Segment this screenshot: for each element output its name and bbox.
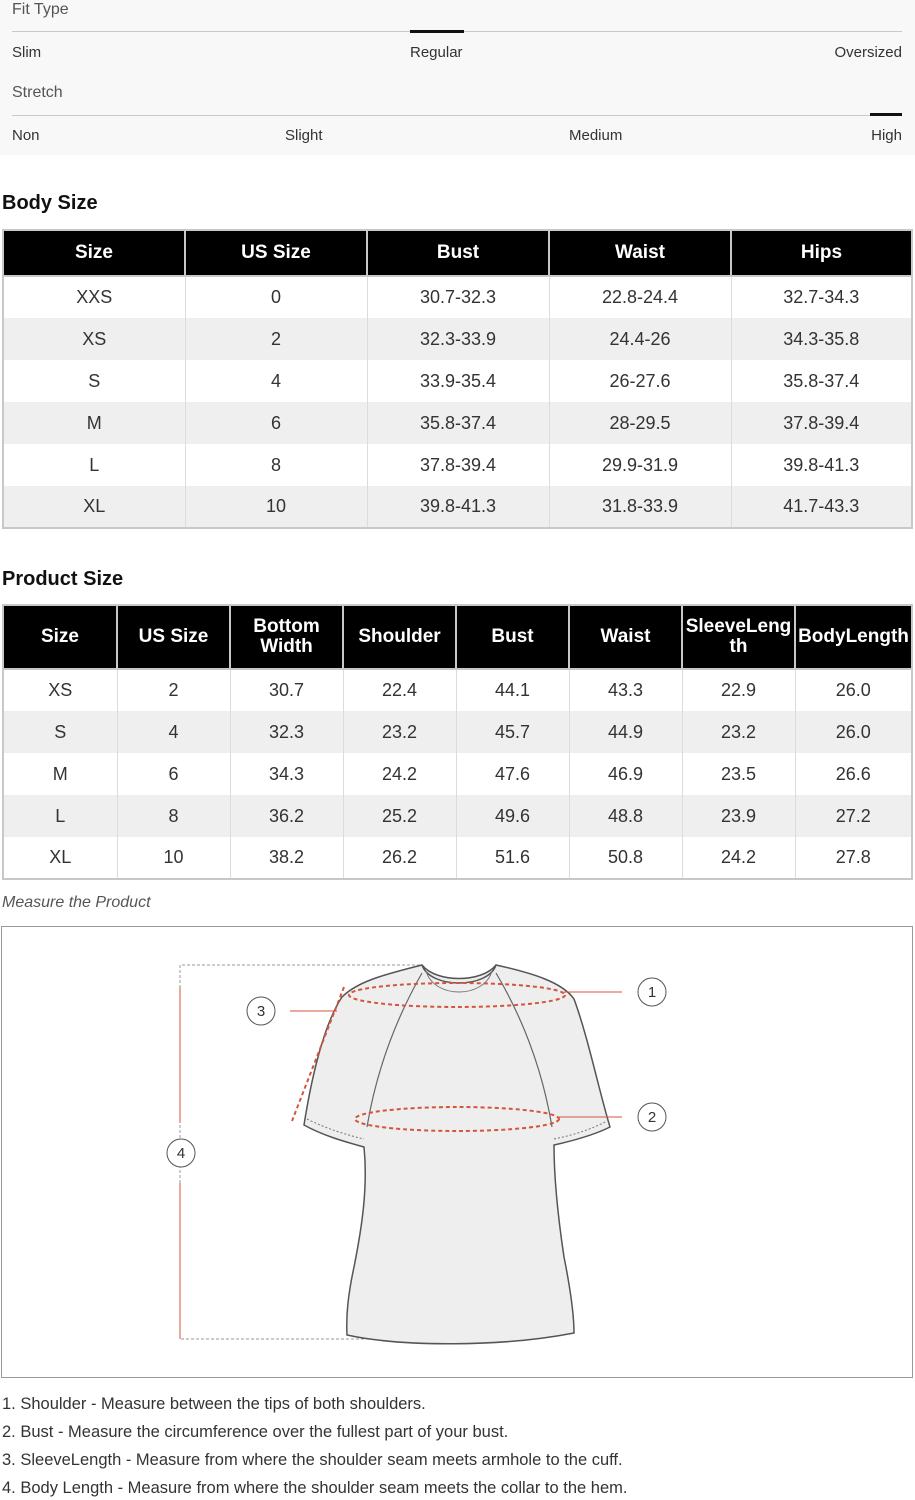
marker-4-label: 4 <box>176 1145 186 1162</box>
cell: 30.7-32.3 <box>367 276 549 318</box>
cell: 23.9 <box>682 795 795 837</box>
cell: 26.0 <box>795 711 912 753</box>
cell: 10 <box>117 837 230 879</box>
col-header-bottom-width: Bottom Width <box>230 605 343 669</box>
cell: XXS <box>3 276 185 318</box>
table-row <box>3 444 912 486</box>
fit-option-slim: Slim <box>12 44 42 61</box>
cell: 8 <box>117 795 230 837</box>
cell: 23.5 <box>682 753 795 795</box>
cell: M <box>3 402 185 444</box>
cell: 24.4-26 <box>549 318 731 360</box>
table-row <box>3 669 912 711</box>
cell: 8 <box>185 444 367 486</box>
table-header-row <box>3 605 912 669</box>
note-bust: 2. Bust - Measure the circumference over the fullest part of your bust. <box>2 1423 509 1441</box>
note-body-length: 4. Body Length - Measure from where the shoulder seam meets the collar to the hem. <box>2 1479 628 1497</box>
cell: 26-27.6 <box>549 360 731 402</box>
product-size-table <box>2 604 913 880</box>
stretch-track <box>12 115 902 116</box>
cell: 45.7 <box>456 711 569 753</box>
cell: 24.2 <box>343 753 456 795</box>
col-header-sleeve-length: SleeveLength <box>682 605 795 669</box>
cell: S <box>3 711 117 753</box>
cell: 26.0 <box>835 680 871 700</box>
cell: 26.2 <box>343 837 456 879</box>
cell: 4 <box>185 360 367 402</box>
table-row <box>3 360 912 402</box>
cell: 44.1 <box>456 669 569 711</box>
cell: L <box>3 795 117 837</box>
stretch-label: Stretch <box>12 84 63 101</box>
fit-type-label: Fit Type <box>12 1 69 18</box>
cell: XS <box>3 669 117 711</box>
table-row <box>3 402 912 444</box>
cell: 0 <box>185 276 367 318</box>
table-row <box>3 837 912 879</box>
cell: 6 <box>185 402 367 444</box>
fit-type-indicator <box>410 30 464 33</box>
cell: 10 <box>185 486 367 528</box>
cell: 27.8 <box>835 847 871 867</box>
cell: 6 <box>117 753 230 795</box>
cell: 47.6 <box>456 753 569 795</box>
table-row <box>3 486 912 528</box>
note-shoulder: 1. Shoulder - Measure between the tips of both shoulders. <box>2 1395 426 1413</box>
cell: 22.4 <box>343 669 456 711</box>
table-row <box>3 753 912 795</box>
cell: XL <box>3 837 117 879</box>
table-header-row <box>3 230 912 276</box>
col-header-waist: Waist <box>549 230 731 276</box>
cell: 4 <box>117 711 230 753</box>
cell: 23.2 <box>682 711 795 753</box>
table-row <box>3 276 912 318</box>
cell: 30.7 <box>230 669 343 711</box>
fit-option-oversized: Oversized <box>834 44 902 61</box>
cell: L <box>3 444 185 486</box>
note-sleeve-length: 3. SleeveLength - Measure from where the shoulder seam meets armhole to the cuff. <box>2 1451 623 1469</box>
tshirt-illustration <box>2 927 912 1377</box>
cell: 22.8-24.4 <box>549 276 731 318</box>
col-header-shoulder: Shoulder <box>343 605 456 669</box>
cell: 32.3 <box>230 711 343 753</box>
cell: 2 <box>117 669 230 711</box>
marker-2-label: 2 <box>647 1109 657 1126</box>
product-size-title: Product Size <box>2 568 124 590</box>
measurement-notes <box>2 1393 628 1500</box>
stretch-option-high: High <box>871 127 902 144</box>
cell: 27.2 <box>795 795 912 837</box>
col-header-size: Size <box>3 230 185 276</box>
table-row <box>3 711 912 753</box>
col-header-size: Size <box>3 605 117 669</box>
cell: M <box>3 753 117 795</box>
cell: 33.9-35.4 <box>367 360 549 402</box>
cell: 23.2 <box>343 711 456 753</box>
stretch-option-medium: Medium <box>569 127 623 144</box>
cell: 41.7-43.3 <box>731 486 912 528</box>
cell: 29.9-31.9 <box>549 444 731 486</box>
cell: 24.2 <box>682 837 795 879</box>
table-row <box>3 318 912 360</box>
col-header-us-size: US Size <box>117 605 230 669</box>
body-size-table <box>2 229 913 529</box>
cell: 50.8 <box>569 837 682 879</box>
cell: 32.3-33.9 <box>367 318 549 360</box>
cell: 46.9 <box>569 753 682 795</box>
marker-2 <box>638 1103 666 1131</box>
cell: XL <box>3 486 185 528</box>
measure-caption: Measure the Product <box>2 894 151 911</box>
tshirt-body <box>304 965 610 1344</box>
fit-option-regular: Regular <box>410 44 463 61</box>
cell: 38.2 <box>230 837 343 879</box>
cell: 35.8-37.4 <box>367 402 549 444</box>
cell: 34.3 <box>230 753 343 795</box>
body-size-title: Body Size <box>2 192 98 214</box>
cell: 39.8-41.3 <box>367 486 549 528</box>
cell: 44.9 <box>569 711 682 753</box>
cell: 48.8 <box>569 795 682 837</box>
stretch-option-non: Non <box>12 127 40 144</box>
stretch-indicator <box>870 113 902 116</box>
cell: 35.8-37.4 <box>783 370 860 391</box>
cell: 25.2 <box>343 795 456 837</box>
col-header-hips: Hips <box>731 230 912 276</box>
cell: 43.3 <box>569 669 682 711</box>
col-header-bust: Bust <box>456 605 569 669</box>
marker-3 <box>247 997 275 1025</box>
fit-stretch-panel <box>0 0 915 155</box>
cell: 34.3-35.8 <box>731 318 912 360</box>
cell: 37.8-39.4 <box>731 402 912 444</box>
col-header-bust: Bust <box>367 230 549 276</box>
cell: 32.7-34.3 <box>783 287 860 307</box>
cell: 49.6 <box>456 795 569 837</box>
marker-1-label: 1 <box>647 984 657 1001</box>
measurement-diagram <box>1 926 913 1378</box>
stretch-option-slight: Slight <box>285 127 323 144</box>
marker-4 <box>167 1139 195 1167</box>
cell: 28-29.5 <box>549 402 731 444</box>
marker-1 <box>638 978 666 1006</box>
cell: 37.8-39.4 <box>367 444 549 486</box>
table-row <box>3 795 912 837</box>
cell: S <box>3 360 185 402</box>
cell: 51.6 <box>456 837 569 879</box>
cell: 36.2 <box>230 795 343 837</box>
cell: 26.6 <box>835 763 871 784</box>
cell: XS <box>3 318 185 360</box>
marker-3-label: 3 <box>256 1003 266 1020</box>
col-header-us-size: US Size <box>185 230 367 276</box>
cell: 31.8-33.9 <box>549 486 731 528</box>
col-header-waist: Waist <box>569 605 682 669</box>
col-header-body-length: BodyLength <box>795 605 912 669</box>
cell: 39.8-41.3 <box>783 454 860 475</box>
cell: 2 <box>185 318 367 360</box>
cell: 22.9 <box>682 669 795 711</box>
